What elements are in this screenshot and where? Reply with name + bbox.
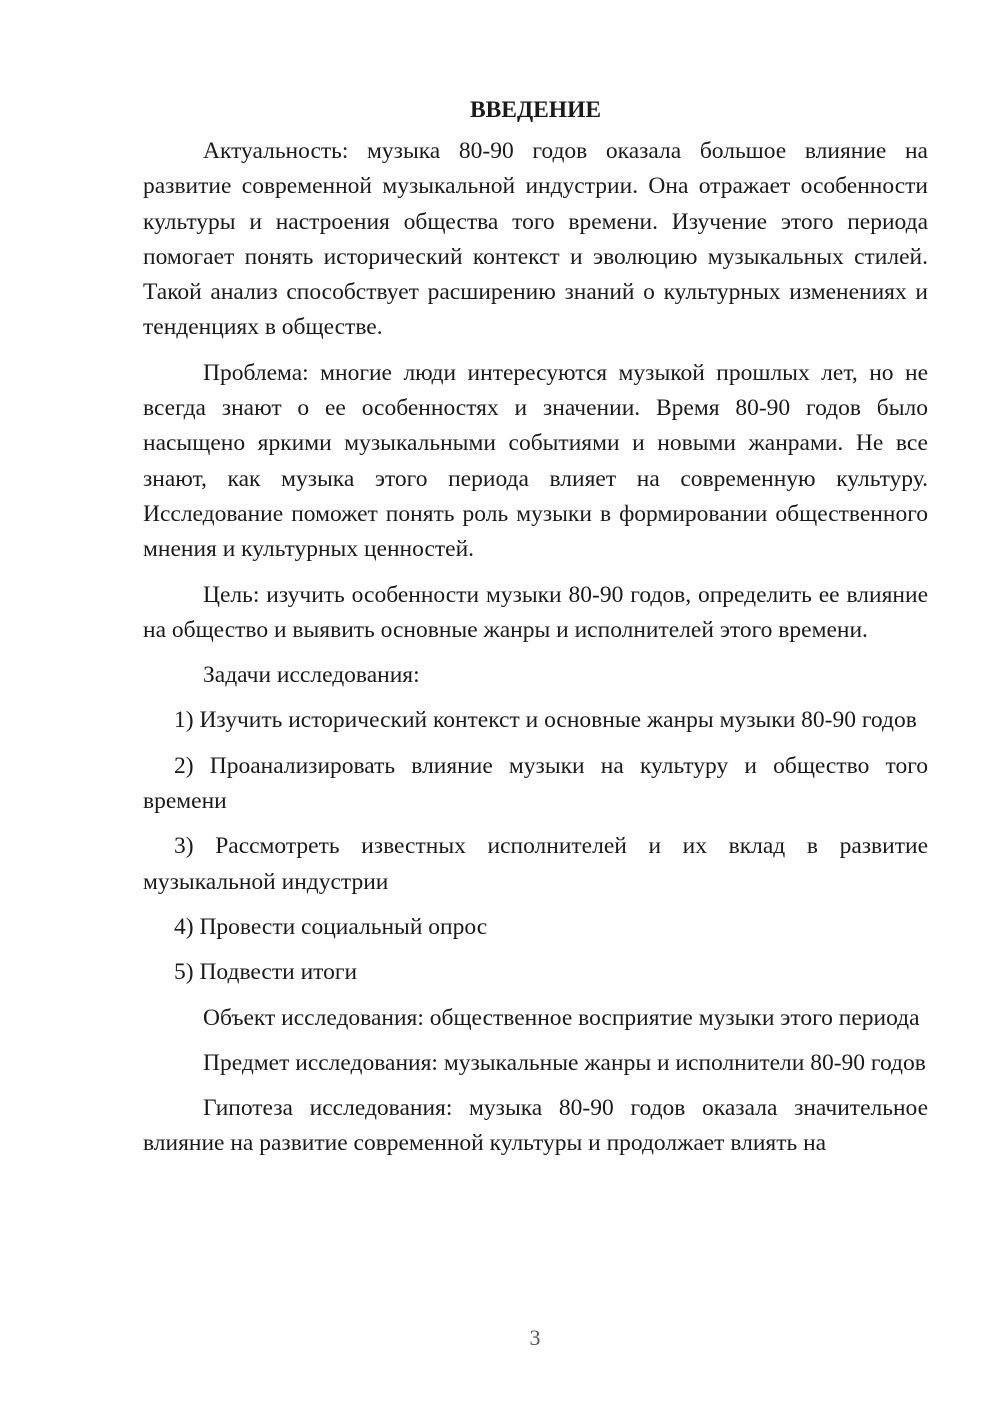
task-item-1: 1) Изучить исторический контекст и основные жанры музыки 80-90 годов — [174, 707, 917, 734]
paragraph-goal: Цель: изучить особенности музыки 80-90 годов, определить ее влияние на общество и выявить основные жанры и исполнителей этого времени. — [143, 581, 928, 643]
paragraph-relevance: Актуальность: музыка 80-90 годов оказала большое влияние на развитие современной музыкальной индустрии. Она отражает особенности культуры и настроения общества того времени. Изучение этого периода помогает понять исторический контекст и эволюцию музыкальных стилей. Такой анализ способствует расширению знаний о культурных изменениях и тенденциях в обществе. — [143, 138, 928, 341]
section-title: ВВЕДЕНИЕ — [469, 97, 602, 123]
task-item-4: 4) Провести социальный опрос — [174, 913, 488, 940]
paragraph-hypothesis: Гипотеза исследования: музыка 80-90 годов оказала значительное влияние на развитие современной культуры и продолжает влиять на — [143, 1095, 928, 1157]
task-item-3: 3) Рассмотреть известных исполнителей и их вклад в развитие музыкальной индустрии — [143, 833, 928, 895]
task-item-5: 5) Подвести итоги — [174, 959, 358, 986]
task-item-2: 2) Проанализировать влияние музыки на культуру и общество того времени — [143, 752, 928, 815]
page-body — [143, 92, 928, 1172]
paragraph-subject: Предмет исследования: музыкальные жанры и исполнители 80-90 годов — [203, 1049, 926, 1076]
paragraph-object: Объект исследования: общественное восприятие музыки этого периода — [203, 1004, 920, 1031]
paragraph-problem: Проблема: многие люди интересуются музыкой прошлых лет, но не всегда знают о ее особенностях и значении. Время 80-90 годов было насыщено яркими музыкальными событиями и новыми жанрами. Не все знают, как музыка этого периода влияет на современную культуру. Исследование поможет понять роль музыки в формировании общественного мнения и культурных ценностей. — [143, 359, 928, 563]
paragraph-tasks-heading: Задачи исследования: — [203, 662, 420, 689]
page-number: 3 — [529, 1325, 541, 1350]
